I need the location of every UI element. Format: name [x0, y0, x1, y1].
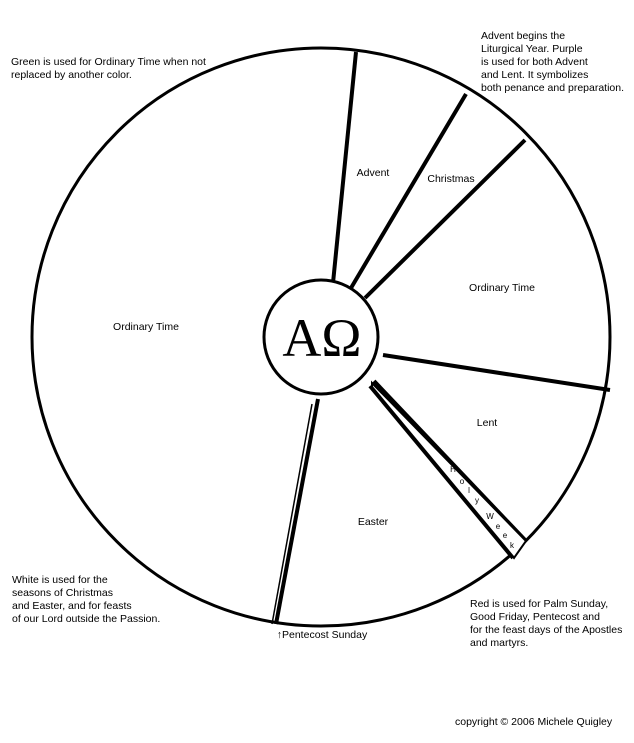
purple-note: Advent begins the Liturgical Year. Purple is used for both Advent and Lent. It symbolizes both penance and preparation. [481, 30, 625, 94]
holy-week-letter: y [475, 496, 479, 505]
segment-label-ordinary-time-1: Ordinary Time [113, 321, 179, 333]
segment-label-ordinary-time-2: Ordinary Time [469, 282, 535, 294]
holy-week-letter: l [468, 486, 470, 495]
segment-label-christmas: Christmas [427, 173, 475, 185]
holy-week-letter: e [502, 531, 508, 540]
holy-week-letter: k [510, 541, 514, 550]
white-note: White is used for the seasons of Christmas and Easter, and for feasts of our Lord outside the Passion. [12, 574, 161, 625]
green-note: Green is used for Ordinary Time when not replaced by another color. [11, 56, 206, 81]
red-note: Red is used for Palm Sunday, Good Friday, Pentecost and for the feast days of the Apostles and martyrs. [470, 598, 623, 649]
holy-week-letter: o [459, 477, 465, 486]
segment-label-pentecost-sunday: ↑Pentecost Sunday [276, 629, 368, 641]
holy-week-letter: W [486, 512, 494, 521]
segment-label-lent: Lent [476, 417, 498, 429]
alpha-omega-symbol: AΩ [282, 308, 362, 368]
holy-week-letter: e [495, 522, 501, 531]
segment-label-advent: Advent [356, 167, 390, 179]
holy-week-letter: H [450, 465, 456, 474]
segment-label-easter: Easter [357, 516, 389, 528]
copyright-text: copyright © 2006 Michele Quigley [455, 716, 613, 728]
